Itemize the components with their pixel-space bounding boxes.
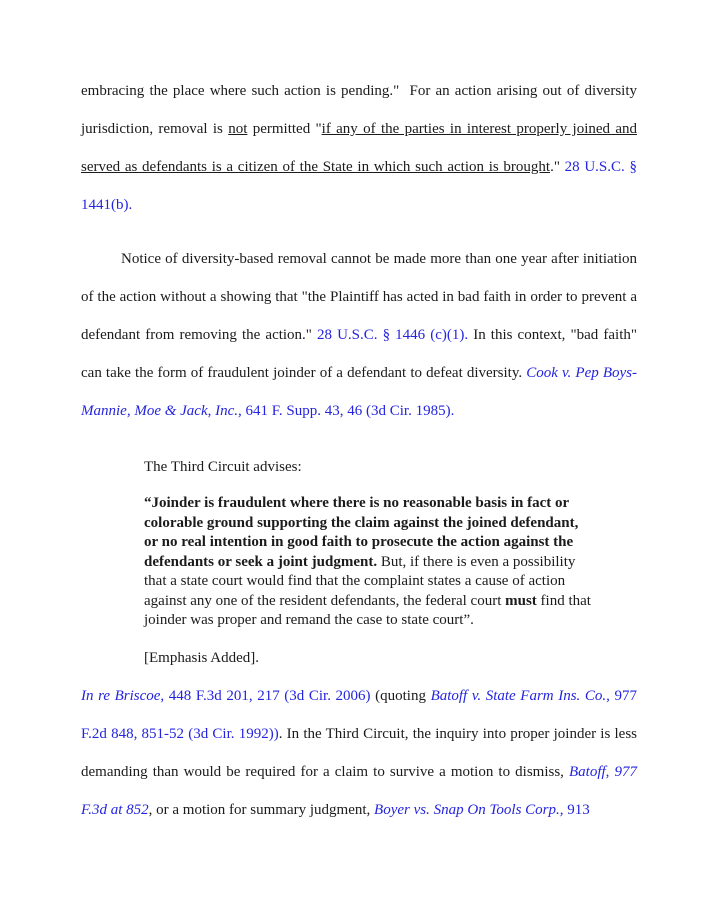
text-run: not <box>228 121 248 137</box>
citation-link[interactable]: 28 U.S.C. § 1441(b). <box>81 159 637 213</box>
text-run: (quoting <box>370 687 431 704</box>
paragraph-one-year-rule <box>81 240 637 430</box>
text-run: “Joinder is fraudulent where there is no reasonable basis in fact or colorable ground supporting the claim against the joined defendant, or no real intention in good faith to prosecute the action against the defendants or seek a joint judgment. <box>144 495 579 570</box>
text-run: embracing the place where such action is pending." For an action arising out of diversity jurisdiction, removal is <box>81 83 637 137</box>
paragraph-removal-rule <box>81 72 637 224</box>
citation-link[interactable]: Batoff v. State Farm Ins. Co., <box>430 687 610 704</box>
text-run: , or a motion for summary judgment, <box>148 801 375 818</box>
text-run: But, if there is even a possibility that a state court would find that the complaint states a cause of action against any one of the resident defendants, the federal court <box>144 553 576 609</box>
citation-link[interactable]: Cook v. Pep Boys-Mannie, Moe & Jack, Inc., <box>81 365 638 419</box>
citation-link[interactable]: Batoff, 977 F.3d at 852 <box>81 763 637 818</box>
joinder-block-quote <box>144 494 594 631</box>
citation-link[interactable]: In re Briscoe, <box>81 687 165 704</box>
text-run: must <box>505 592 537 609</box>
citation-link[interactable]: 448 F.3d 201, 217 (3d Cir. 2006) <box>164 687 371 704</box>
text-run: ." <box>550 159 565 175</box>
citation-link[interactable]: 28 U.S.C. § 1446 (c)(1). <box>317 327 469 343</box>
text-run: . In the Third Circuit, the inquiry into proper joinder is less demanding than would be required for a claim to survive a motion to dismiss, <box>81 725 637 780</box>
text-run: The Third Circuit advises: <box>144 459 302 475</box>
citation-link[interactable]: 977 F.2d 848, 851-52 (3d Cir. 1992)) <box>81 687 637 742</box>
text-run: permitted " <box>247 121 322 137</box>
text-run: find that joinder was proper and remand the case to state court”. <box>144 592 591 628</box>
citation-link[interactable]: 641 F. Supp. 43, 46 (3d Cir. 1985). <box>241 403 455 419</box>
text-run: [Emphasis Added]. <box>144 649 259 666</box>
emphasis-added-line <box>144 639 637 677</box>
citation-link[interactable]: Boyer vs. Snap On Tools Corp., <box>374 801 564 818</box>
text-run: if any of the parties in interest properly joined and served as defendants is a citizen of the State in which such action is brought <box>81 121 637 175</box>
text-run: Notice of diversity-based removal cannot be made more than one year after initiation of the action without a showing that "the Plaintiff has acted in bad faith in order to prevent a defendant from removing the action." <box>81 251 637 343</box>
paragraph-briscoe-citation <box>81 677 637 829</box>
third-circuit-advises-line <box>144 448 637 486</box>
text-run: In this context, "bad faith" can take the form of fraudulent joinder of a defendant to defeat diversity. <box>81 327 637 381</box>
citation-link[interactable]: 913 <box>563 801 590 818</box>
